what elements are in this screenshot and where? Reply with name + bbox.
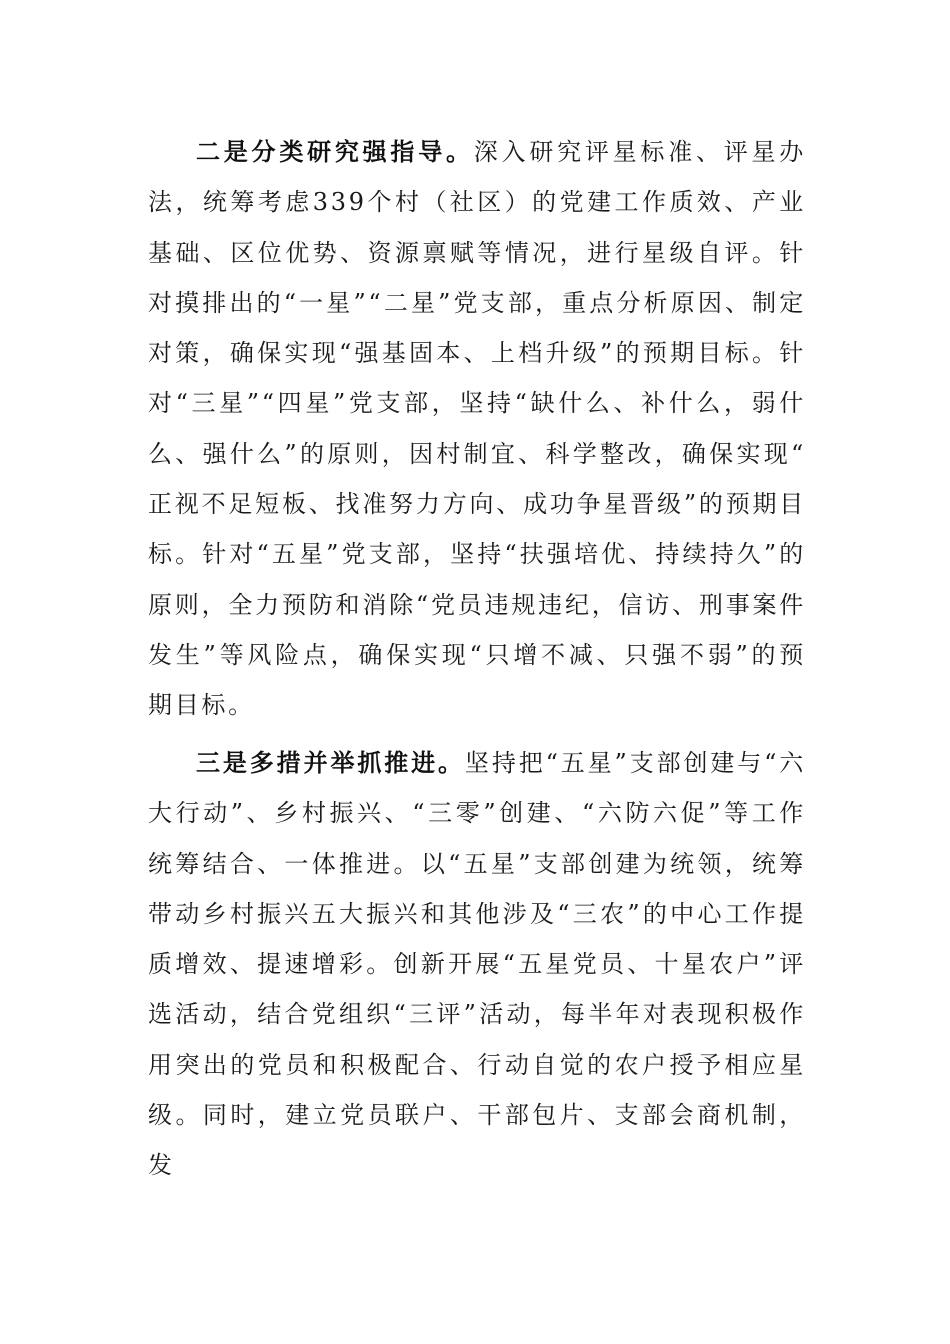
paragraph-classified-research	[148, 127, 806, 731]
paragraph-multiple-measures	[148, 738, 806, 1191]
paragraph-heading: 二是分类研究强指导。	[196, 137, 474, 166]
paragraph-heading: 三是多措并举抓推进。	[196, 748, 465, 777]
paragraph-body: 深入研究评星标准、评星办法，统筹考虑339个村（社区）的党建工作质效、产业基础、区位优势、资源禀赋等情况，进行星级自评。针对摸排出的“一星”“二星”党支部，重点分析原因、制定对策，确保实现“强基固本、上档升级”的预期目标。针对“三星”“四星”党支部，坚持“缺什么、补什么，弱什么、强什么”的原则，因村制宜、科学整改，确保实现“正视不足短板、找准努力方向、成功争星晋级”的预期目标。针对“五星”党支部，坚持“扶强培优、持续持久”的原则，全力预防和消除“党员违规违纪，信访、刑事案件发生”等风险点，确保实现“只增不减、只强不弱”的预期目标。	[148, 138, 806, 720]
paragraph-body: 坚持把“五星”支部创建与“六大行动”、乡村振兴、“三零”创建、“六防六促”等工作统筹结合、一体推进。以“五星”支部创建为统领，统筹带动乡村振兴五大振兴和其他涉及“三农”的中心工作提质增效、提速增彩。创新开展“五星党员、十星农户”评选活动，结合党组织“三评”活动，每半年对表现积极作用突出的党员和积极配合、行动自觉的农户授予相应星级。同时，建立党员联户、干部包片、支部会商机制，发	[148, 749, 807, 1180]
